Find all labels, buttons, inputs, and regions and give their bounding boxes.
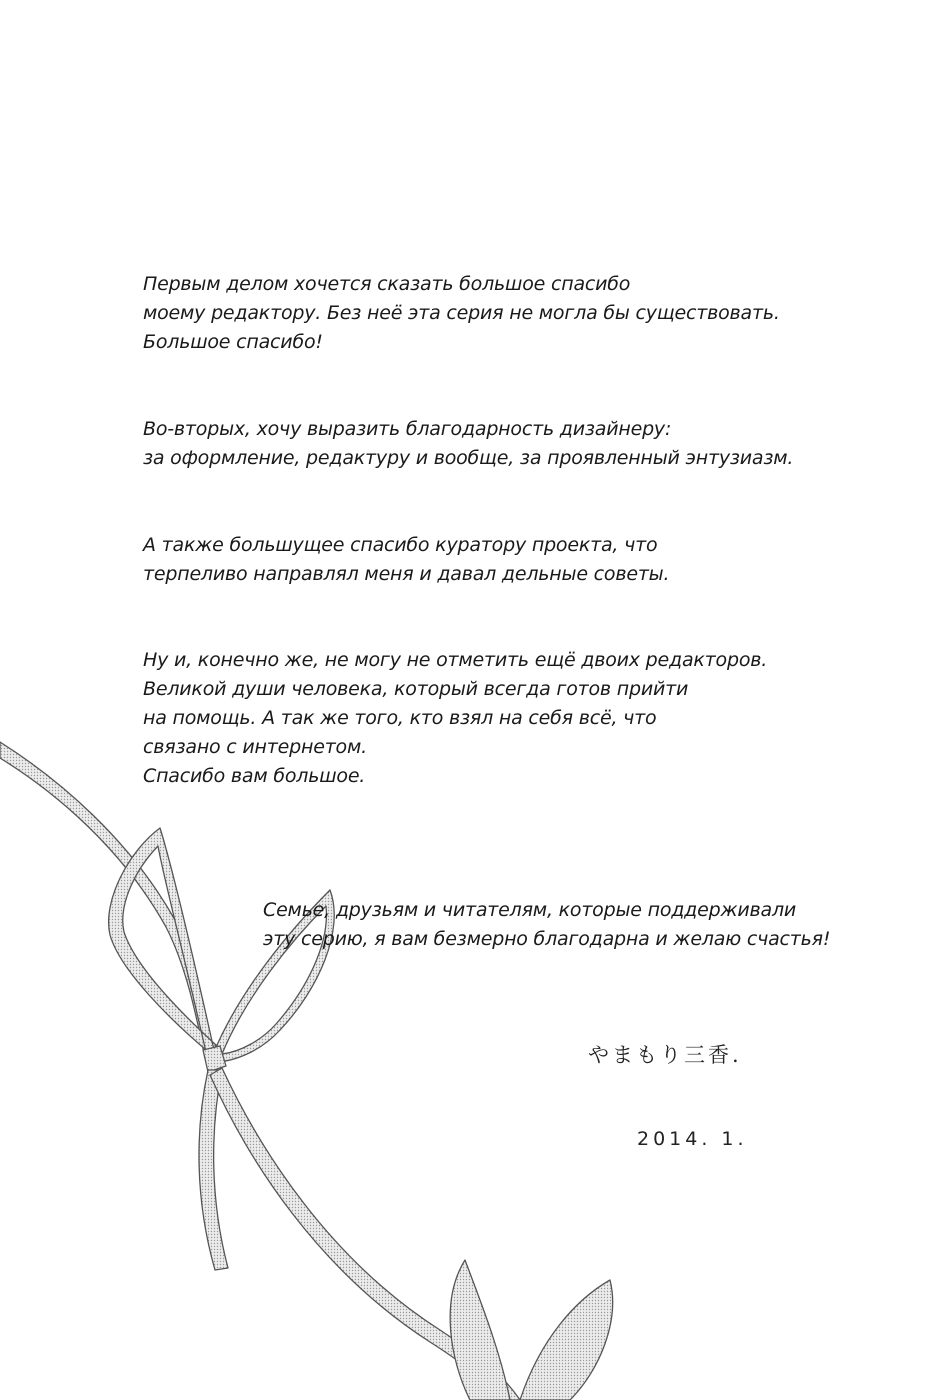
text-line: А также большущее спасибо куратору проекта, что	[143, 534, 658, 556]
ribbon-loop-bottom-right	[520, 1280, 613, 1400]
text-line: Ну и, конечно же, не могу не отметить ещё двоих редакторов.	[143, 649, 768, 671]
text-line: связано с интернетом.	[143, 736, 367, 758]
date-stamp: 2014. 1.	[637, 1128, 748, 1150]
paragraph-family-readers-thanks	[263, 896, 830, 954]
text-line: Большое спасибо!	[143, 331, 323, 353]
text-line: Спасибо вам большое.	[143, 765, 366, 787]
text-line: эту серию, я вам безмерно благодарна и желаю счастья!	[263, 928, 831, 950]
paragraph-designer-thanks	[143, 415, 793, 473]
author-signature: やまもり三香.	[588, 1043, 742, 1067]
text-line: за оформление, редактуру и вообще, за проявленный энтузиазм.	[143, 447, 794, 469]
paragraph-editor-thanks	[143, 270, 780, 357]
paragraph-other-editors-thanks	[143, 646, 767, 791]
text-line: Первым делом хочется сказать большое спасибо	[143, 273, 631, 295]
text-line: моему редактору. Без неё эта серия не могла бы существовать.	[143, 302, 780, 324]
text-line: Семье, друзьям и читателям, которые поддерживали	[263, 899, 797, 921]
paragraph-curator-thanks	[143, 531, 669, 589]
text-line: Во-вторых, хочу выразить благодарность дизайнеру:	[143, 418, 672, 440]
text-line: терпеливо направлял меня и давал дельные советы.	[143, 563, 670, 585]
ribbon-loop-bottom-left	[450, 1260, 510, 1400]
text-line: Великой души человека, который всегда готов прийти	[143, 678, 689, 700]
text-line: на помощь. А так же того, кто взял на себя всё, что	[143, 707, 657, 729]
